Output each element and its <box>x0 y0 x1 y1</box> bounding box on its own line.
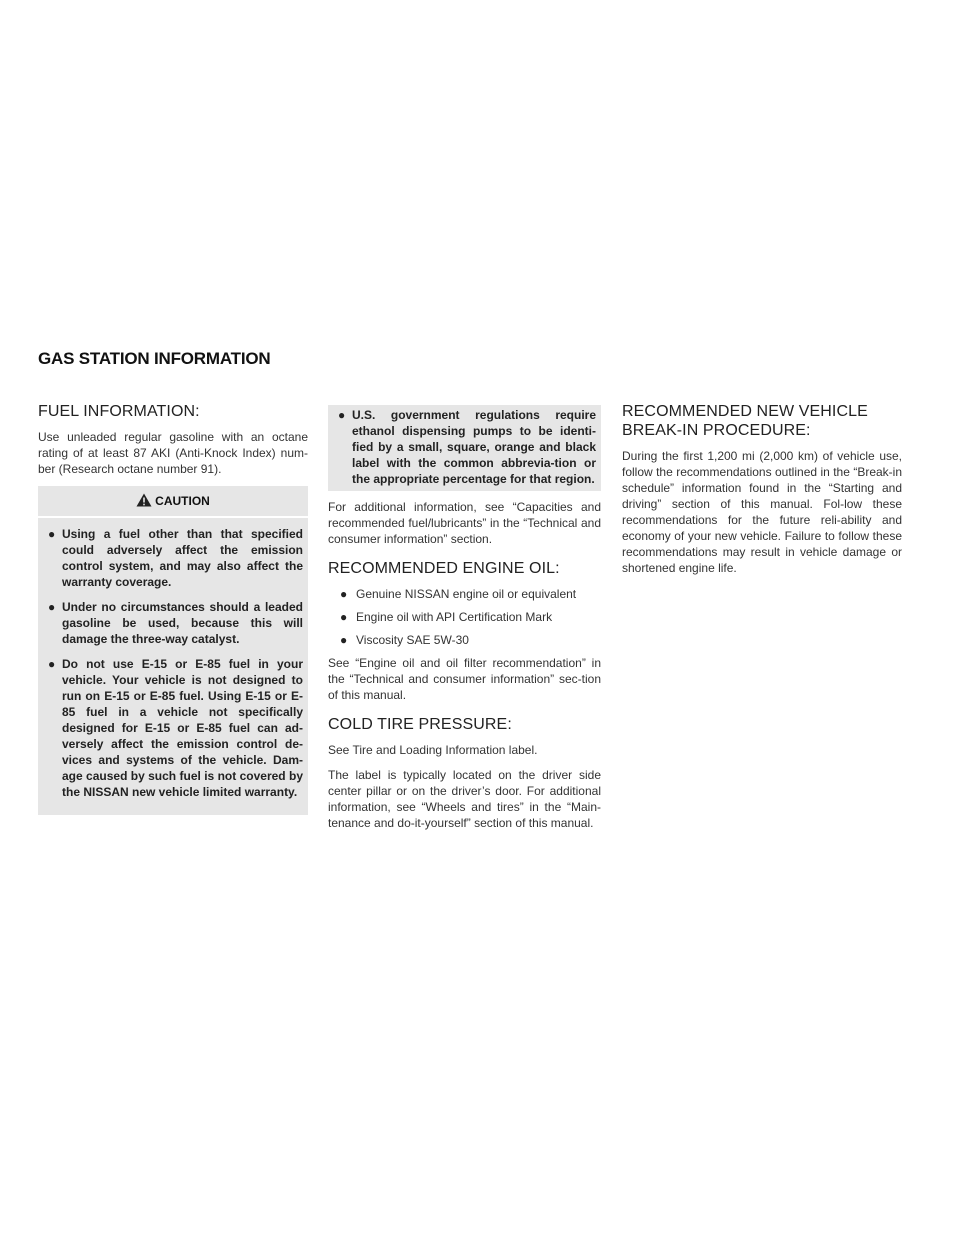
caution-box-continued <box>328 405 601 491</box>
page-title: GAS STATION INFORMATION <box>38 349 271 368</box>
warning-triangle-icon <box>136 493 152 510</box>
fuel-information-heading: FUEL INFORMATION: <box>38 403 200 420</box>
oil-item-text: Engine oil with API Certification Mark <box>356 610 553 624</box>
oil-item-text: Genuine NISSAN engine oil or equivalent <box>356 587 577 601</box>
bullet-icon: ● <box>338 408 346 422</box>
column-break-in <box>622 402 902 585</box>
break-in-heading-line1: RECOMMENDED NEW VEHICLE <box>622 403 868 420</box>
caution-item-text: U.S. government regulations require ethanol dispensing pumps to be identi-fied by a small, square, orange and black label with the common abbrevia-tion or the appropriate percentage for that region. <box>352 408 596 486</box>
column-fuel-information <box>38 402 308 815</box>
fuel-intro-paragraph: Use unleaded regular gasoline with an octane rating of at least 87 AKI (Anti-Knock Index) num-ber (Research octane number 91). <box>38 430 308 476</box>
tire-pressure-heading: COLD TIRE PRESSURE: <box>328 716 512 733</box>
caution-item <box>38 599 308 647</box>
caution-item-text: Do not use E-15 or E-85 fuel in your vehicle. Your vehicle is not designed to run on E-15 or E-85 fuel. Using E-15 or E-85 fuel in a vehicle not specifically designed for E-15 or E-85 fuel can ad-versely affect the emission control de-vices and systems of the vehicle. Dam-age caused by such fuel is not covered by the NISSAN new vehicle limited warranty. <box>62 657 303 799</box>
list-item <box>328 586 601 602</box>
list-item <box>328 632 601 648</box>
caution-item <box>38 526 308 590</box>
caution-item <box>38 656 308 800</box>
bullet-icon: ● <box>48 527 56 541</box>
list-item <box>328 609 601 625</box>
bullet-icon: ● <box>340 610 348 624</box>
bullet-icon: ● <box>48 600 56 614</box>
bullet-icon: ● <box>340 587 348 601</box>
bullet-icon: ● <box>48 657 56 671</box>
break-in-paragraph: During the first 1,200 mi (2,000 km) of vehicle use, follow the recommendations outlined in the “Break-in schedule” information found in the “Starting and driving” section of this manual. Fol-low these recommendations for the future reli-ability and economy of your new vehicle. Failure to follow these recommendations may result in vehicle damage or shortened engine life. <box>622 449 902 575</box>
break-in-heading <box>622 402 902 440</box>
caution-item-text: Using a fuel other than that specified could adversely affect the emission control system, and may also affect the warranty coverage. <box>62 527 303 589</box>
tire-location-paragraph: The label is typically located on the driver side center pillar or on the driver’s door. For additional information, see “Wheels and tires” in the “Main-tenance and do-it-yourself” section of this manual. <box>328 768 601 830</box>
break-in-heading-line2: BREAK-IN PROCEDURE: <box>622 422 811 439</box>
caution-header <box>38 486 308 518</box>
column-oil-and-tire <box>328 405 601 840</box>
fuel-additional-info: For additional information, see “Capacities and recommended fuel/lubricants” in the “Technical and consumer information” section. <box>328 500 601 546</box>
caution-title: CAUTION <box>155 494 210 508</box>
caution-item-text: Under no circumstances should a leaded gasoline be used, because this will damage the three-way catalyst. <box>62 600 303 646</box>
caution-item <box>328 407 601 487</box>
caution-box <box>38 486 308 815</box>
tire-label-paragraph: See Tire and Loading Information label. <box>328 743 538 757</box>
bullet-icon: ● <box>340 633 348 647</box>
oil-item-text: Viscosity SAE 5W-30 <box>356 633 469 647</box>
oil-note: See “Engine oil and oil filter recommendation” in the “Technical and consumer information” sec-tion of this manual. <box>328 656 601 702</box>
engine-oil-heading: RECOMMENDED ENGINE OIL: <box>328 560 560 577</box>
